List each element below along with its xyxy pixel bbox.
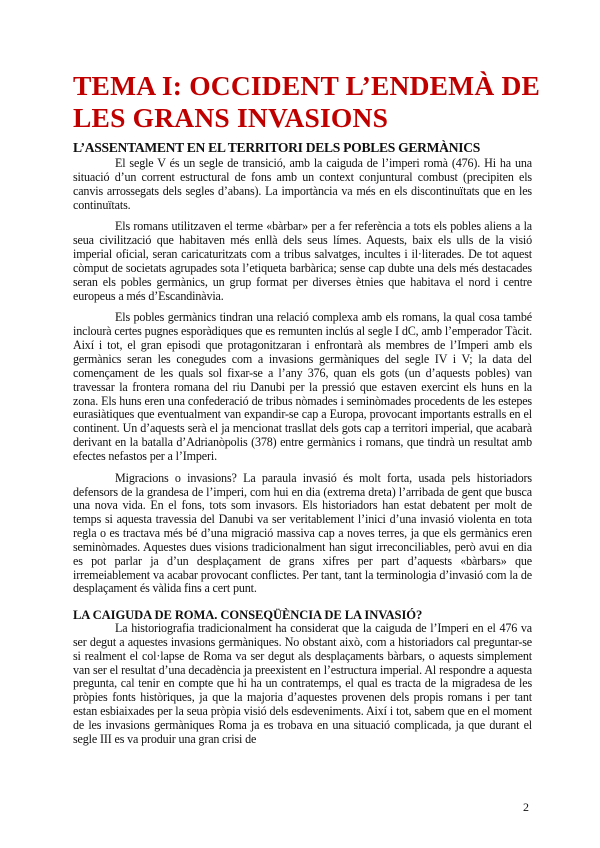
paragraph: El segle V és un segle de transició, amb la caiguda de l’imperi romà (476). Hi ha una situació d’un corrent estructural de fons amb un context conjuntural combust (precipiten els canvis arrossegats dels segles d’abans). La importància va més en els discontinuïtats que en les continuïtats. bbox=[73, 156, 532, 212]
section-heading-assentament: L’ASSENTAMENT EN EL TERRITORI DELS POBLES GERMÀNICS bbox=[73, 140, 480, 155]
section-heading-caiguda-de-roma: LA CAIGUDA DE ROMA. CONSEQÜÈNCIA DE LA INVASIÓ? bbox=[73, 608, 423, 622]
section-body-caiguda-de-roma bbox=[73, 622, 532, 755]
paragraph: Els pobles germànics tindran una relació complexa amb els romans, la qual cosa també inclourà certes pugnes esporàdiques que es remunten inclús al segle I dC, amb l’emperador Tàcit. Així i tot, el gran episodi que protagonitzaran i enfrontarà als membres de l’Imperi amb els germànics seran les conegudes com a invasions germàniques del segle IV i V; la data del començament de les quals sol fixar-se a l’any 376, quan els gots (un d’aquests pobles) van travessar la frontera romana del riu Danubi per la pressió que estaven exercint els huns en la zona. Els huns eren una confederació de tribus nòmades i seminòmades procedents de les estepes eurasiàtiques que eventualment van expandir-se cap a Europa, provocant importants estralls en el continent. Un d’aquests serà el ja mencionat trasllat dels gots cap a territori imperial, que acabarà derivant en la batalla d’Adrianòpolis (378) entre germànics i romans, que tindrà un resultat amb efectes nefastos per a l’Imperi. bbox=[73, 310, 532, 463]
paragraph: Migracions o invasions? La paraula invasió és molt forta, usada pels historiadors defensors de la grandesa de l’imperi, com hui en dia (extrema dreta) l’arribada de gent que busca una nova vida. En el fons, tots som invasors. Els historiadors han estat debatent per molt de temps si aquesta travessia del Danubi va ser veritablement l’inici d’una invasió violenta en tota regla o es tractava més bé d’una migració massiva cap a noves terres, ja que els germànics eren seminòmades. Aquestes dues visions tradicionalment han sigut irreconciliables, però avui en dia es pot parlar ja d’un desplaçament de grans xifres per part d’aquests «bàrbars» que irremeiablement va acabar provocant conflictes. Per tant, tant la terminologia d’invasió com la de desplaçament és vàlida fins a cert punt. bbox=[73, 470, 532, 596]
page-title: TEMA I: OCCIDENT L’ENDEMÀ DE LES GRANS INVASIONS bbox=[73, 70, 541, 133]
page-number: 2 bbox=[523, 800, 529, 814]
paragraph: Els romans utilitzaven el terme «bàrbar» per a fer referència a tots els pobles aliens a la seua civilització que habitaven més enllà dels seus límes. Aquests, baix els ulls de la visió imperial oficial, seran caricaturitzats com a tribus salvatges, incultes i il·literades. De tot aquest còmput de societats agrupades sota l’etiqueta barbàrica; sense cap dubte una dels més destacades seran els pobles germànics, un grup format per diverses ètnies que habitava el nord i centre europeus a més d’Escandinàvia. bbox=[73, 219, 532, 303]
section-body-assentament bbox=[73, 157, 532, 604]
paragraph: La historiografia tradicionalment ha considerat que la caiguda de l’Imperi en el 476 va ser degut a aquestes invasions germàniques. No obstant això, com a historiadors cal preguntar-se si realment el col·lapse de Roma va ser degut als desplaçaments bàrbars, o aquests simplement van ser el resultat d’una decadència ja preexistent en l’estructura imperial. Al respondre a aquesta pregunta, cal tenir en compte que hi ha un contratemps, el qual es tracta de la migradesa de les pròpies fonts històriques, ja que la majoria d’aquestes provenen dels propis romans i per tant estan esbiaixades per la seua pròpia visió dels esdeveniments. Així i tot, sabem que en el moment de les invasions germàniques Roma ja es trobava en una situació complicada, ja que durant el segle III es va produir una gran crisi de bbox=[73, 621, 532, 746]
